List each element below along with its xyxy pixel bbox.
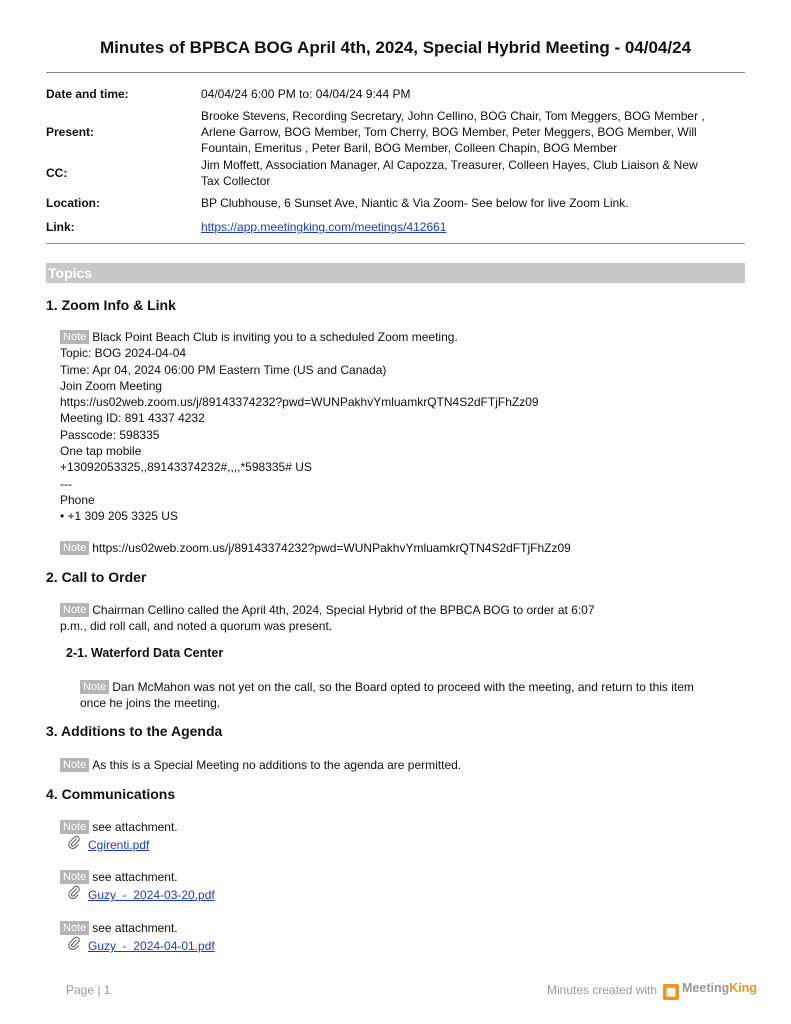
note-badge: Note	[80, 680, 109, 694]
note-line: • +1 309 205 3325 US	[60, 509, 178, 524]
section-2-1-title: 2-1. Waterford Data Center	[66, 646, 224, 660]
note-line: once he joins the meeting.	[80, 696, 221, 711]
brand-king: King	[729, 981, 758, 995]
section-2-title: 2. Call to Order	[46, 569, 147, 585]
note-badge: Note	[60, 758, 89, 772]
note-line: Topic: BOG 2024-04-04	[60, 346, 187, 361]
section-1-note-2	[60, 540, 571, 556]
note-line: Dan McMahon was not yet on the call, so the Board opted to proceed with the meeting, and return to this item	[112, 680, 694, 694]
brand-meeting: Meeting	[682, 981, 730, 995]
note-text: see attachment.	[92, 921, 178, 935]
location-value: BP Clubhouse, 6 Sunset Ave, Niantic & Via Zoom- See below for live Zoom Link.	[201, 196, 629, 210]
note-line: Chairman Cellino called the April 4th, 2024, Special Hybrid of the BPBCA BOG to order at 6:07	[92, 603, 595, 617]
cc-line: Tax Collector	[201, 174, 271, 188]
note-line: Passcode: 598335	[60, 427, 160, 442]
note-badge: Note	[60, 870, 89, 884]
link-value-container	[201, 219, 746, 235]
location-label: Location:	[46, 196, 100, 210]
section-4-note-2	[60, 869, 178, 885]
meetingking-logo[interactable]	[663, 981, 757, 1000]
page-number: Page | 1	[66, 983, 111, 997]
section-2-note	[60, 602, 595, 635]
cc-label: CC:	[46, 166, 68, 180]
note-line: One tap mobile	[60, 444, 142, 459]
note-text: As this is a Special Meeting no additions to the agenda are permitted.	[92, 758, 462, 772]
paperclip-icon	[68, 835, 82, 853]
attachment-link[interactable]: Guzy - 2024-03-20.pdf	[88, 888, 215, 902]
created-with-label: Minutes created with	[547, 983, 658, 997]
topics-header-bar	[46, 263, 745, 283]
paperclip-icon	[68, 936, 82, 954]
note-line: Meeting ID: 891 4337 4232	[60, 411, 205, 426]
present-value	[201, 108, 746, 156]
note-line: p.m., did roll call, and noted a quorum was present.	[60, 619, 333, 634]
section-3-title: 3. Additions to the Agenda	[46, 723, 223, 739]
note-line: https://us02web.zoom.us/j/89143374232?pwd=WUNPakhvYmluamkrQTN4S2dFTjFhZz09	[60, 395, 539, 410]
date-value: 04/04/24 6:00 PM to: 04/04/24 9:44 PM	[201, 87, 411, 101]
present-line: Brooke Stevens, Recording Secretary, John Cellino, BOG Chair, Tom Meggers, BOG Member ,	[201, 109, 705, 123]
topics-label: Topics	[48, 265, 93, 281]
section-4-title: 4. Communications	[46, 786, 176, 802]
section-3-note	[60, 757, 461, 773]
section-1-note-1	[60, 329, 539, 525]
date-label: Date and time:	[46, 87, 129, 101]
note-line: +13092053325,,89143374232#,,,,*598335# US	[60, 460, 312, 475]
attachment-row	[68, 936, 215, 954]
cc-line: Jim Moffett, Association Manager, Al Capozza, Treasurer, Colleen Hayes, Club Liaison & New	[201, 158, 698, 172]
note-text: see attachment.	[92, 870, 178, 884]
note-text: https://us02web.zoom.us/j/89143374232?pwd=WUNPakhvYmluamkrQTN4S2dFTjFhZz09	[92, 541, 571, 555]
meetingking-logo-icon: ▦	[663, 984, 679, 1000]
header-divider	[46, 72, 745, 73]
note-line: Black Point Beach Club is inviting you to a scheduled Zoom meeting.	[92, 330, 458, 344]
attachment-link[interactable]: Guzy - 2024-04-01.pdf	[88, 939, 215, 953]
note-line: Phone	[60, 492, 95, 507]
link-label: Link:	[46, 220, 75, 234]
note-badge: Note	[60, 330, 89, 344]
note-badge: Note	[60, 921, 89, 935]
attachment-link[interactable]: Cgirenti.pdf	[88, 838, 150, 852]
meta-divider	[46, 243, 745, 244]
meeting-link[interactable]: https://app.meetingking.com/meetings/412661	[201, 220, 447, 234]
note-badge: Note	[60, 603, 89, 617]
present-line: Fountain, Emeritus , Peter Baril, BOG Member, Colleen Chapin, BOG Member	[201, 141, 618, 155]
note-line: Time: Apr 04, 2024 06:00 PM Eastern Time (US and Canada)	[60, 362, 387, 377]
paperclip-icon	[68, 885, 82, 903]
section-1-title: 1. Zoom Info & Link	[46, 297, 176, 313]
cc-value	[201, 157, 746, 189]
section-4-note-1	[60, 819, 178, 835]
note-badge: Note	[60, 541, 89, 555]
note-text: see attachment.	[92, 820, 178, 834]
note-line: ---	[60, 476, 72, 491]
section-2-1-note	[80, 679, 694, 712]
section-4-note-3	[60, 920, 178, 936]
attachment-row	[68, 835, 149, 853]
document-title: Minutes of BPBCA BOG April 4th, 2024, Special Hybrid Meeting - 04/04/24	[99, 38, 692, 57]
present-label: Present:	[46, 125, 95, 139]
attachment-row	[68, 885, 215, 903]
note-line: Join Zoom Meeting	[60, 378, 163, 393]
present-line: Arlene Garrow, BOG Member, Tom Cherry, BOG Member, Peter Meggers, BOG Member, Will	[201, 125, 697, 139]
note-badge: Note	[60, 820, 89, 834]
